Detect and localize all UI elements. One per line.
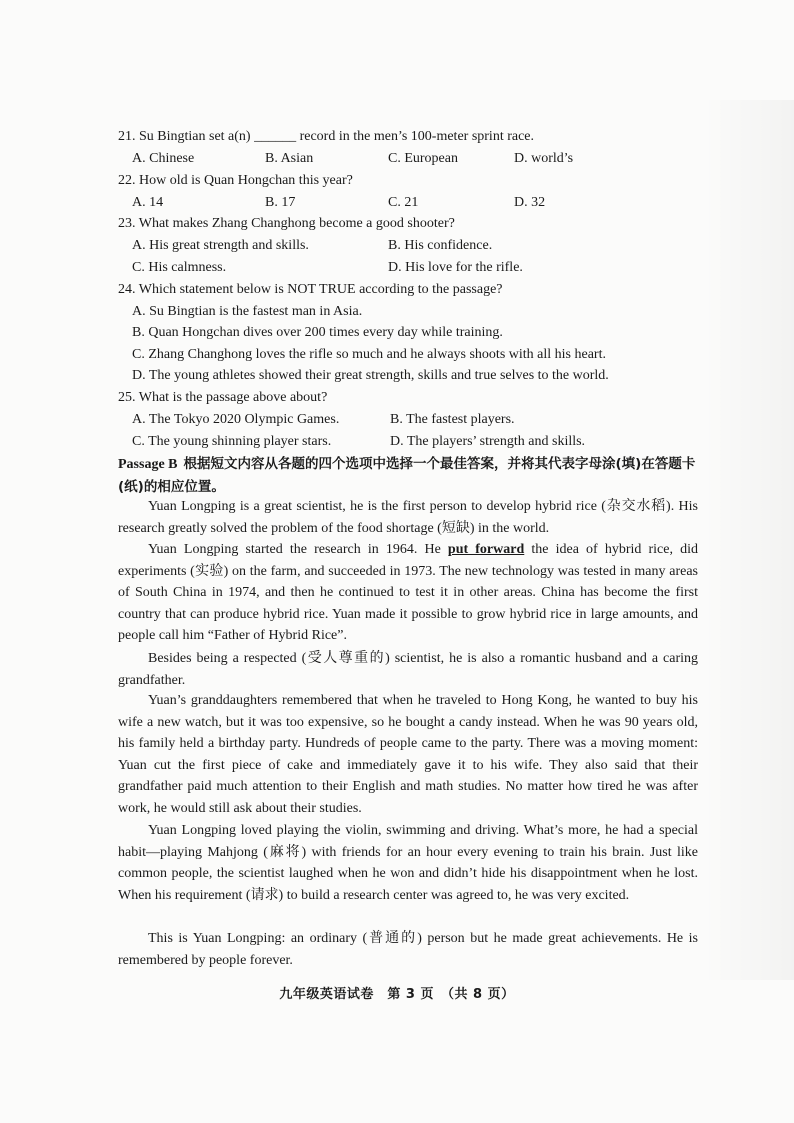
passage-paragraph-2	[118, 539, 698, 647]
q25-option-b: B. The fastest players.	[390, 412, 515, 427]
q24-option-d: D. The young athletes showed their great strength, skills and true selves to the world.	[132, 368, 609, 383]
q25-option-d: D. The players’ strength and skills.	[390, 434, 586, 449]
paragraph-2-text-before: Yuan Longping started the research in 1964. He	[148, 542, 448, 557]
q21-option-c: C. European	[388, 151, 458, 166]
question-22-stem: 22. How old is Quan Hongchan this year?	[118, 173, 353, 188]
q21-option-a: A. Chinese	[132, 151, 195, 166]
paragraph-2-text-after: the idea of hybrid rice, did experiments (实验) on the farm, and succeeded in 1973. The new technology was tested in many areas of South China in 1974, and then he continued to test it in other areas. China has become the first country that can produce hybrid rice. Yuan made it possible to grow hybrid rice in large amounts, and people call him “Father of Hybrid Rice”.	[118, 542, 698, 644]
q22-option-d: D. 32	[514, 195, 546, 210]
phrase-put-forward: put forward	[447, 542, 525, 557]
passage-b-header	[118, 453, 698, 498]
passage-paragraph-5: Yuan Longping loved playing the violin, swimming and driving. What’s more, he had a special habit—playing Mahjong (麻将) with friends for an hour every evening to train his brain. Just like common people, the scientist laughed when he won and didn’t hide his disappointment when he lost. When his requirement (请求) to build a research center was agreed to, he was very excited.	[118, 823, 698, 903]
q23-option-d: D. His love for the rifle.	[388, 260, 523, 275]
q22-option-a: A. 14	[132, 195, 164, 210]
q21-option-b: B. Asian	[265, 151, 314, 166]
q22-option-b: B. 17	[265, 195, 296, 210]
passage-paragraph-4: Yuan’s granddaughters remembered that when he traveled to Hong Kong, he wanted to buy his wife a new watch, but it was too expensive, so he bought a candy instead. When he was 90 years old, his family held a birthday party. Hundreds of people came to the party. There was a moving moment: Yuan cut the first piece of cake and immediately gave it to his wife. They also said that their grandfather paid much attention to their English and math studies. No matter how tired he was after work, he would still ask about their studies.	[118, 693, 698, 816]
question-25-stem: 25. What is the passage above about?	[118, 390, 328, 405]
q23-option-b: B. His confidence.	[388, 238, 493, 253]
question-21-stem: 21. Su Bingtian set a(n) ______ record in the men’s 100-meter sprint race.	[118, 129, 535, 144]
page-footer: 九年级英语试卷 第 3 页 （共 8 页）	[279, 987, 515, 1002]
question-24-stem: 24. Which statement below is NOT TRUE according to the passage?	[118, 282, 503, 297]
passage-b-label: Passage B	[118, 457, 178, 472]
q24-option-b: B. Quan Hongchan dives over 200 times every day while training.	[132, 325, 503, 340]
q23-option-c: C. His calmness.	[132, 260, 227, 275]
q24-option-c: C. Zhang Changhong loves the rifle so much and he always shoots with all his heart.	[132, 347, 606, 362]
q21-option-d: D. world’s	[514, 151, 574, 166]
passage-paragraph-6: This is Yuan Longping: an ordinary (普通的) person but he made great achievements. He is remembered by people forever.	[118, 931, 698, 968]
question-23-stem: 23. What makes Zhang Changhong become a good shooter?	[118, 216, 455, 231]
passage-paragraph-3: Besides being a respected (受人尊重的) scientist, he is also a romantic husband and a caring grandfather.	[118, 651, 698, 688]
q25-option-c: C. The young shinning player stars.	[132, 434, 332, 449]
q22-option-c: C. 21	[388, 195, 419, 210]
passage-paragraph-1: Yuan Longping is a great scientist, he is the first person to develop hybrid rice (杂交水稻). His research greatly solved the problem of the food shortage (短缺) in the world.	[118, 499, 698, 536]
passage-b-instruction: 根据短文内容从各题的四个选项中选择一个最佳答案，并将其代表字母涂(填)在答题卡(纸)的相应位置。	[118, 456, 696, 495]
q25-option-a: A. The Tokyo 2020 Olympic Games.	[132, 412, 340, 427]
q23-option-a: A. His great strength and skills.	[132, 238, 309, 253]
q24-option-a: A. Su Bingtian is the fastest man in Asia.	[132, 304, 363, 319]
